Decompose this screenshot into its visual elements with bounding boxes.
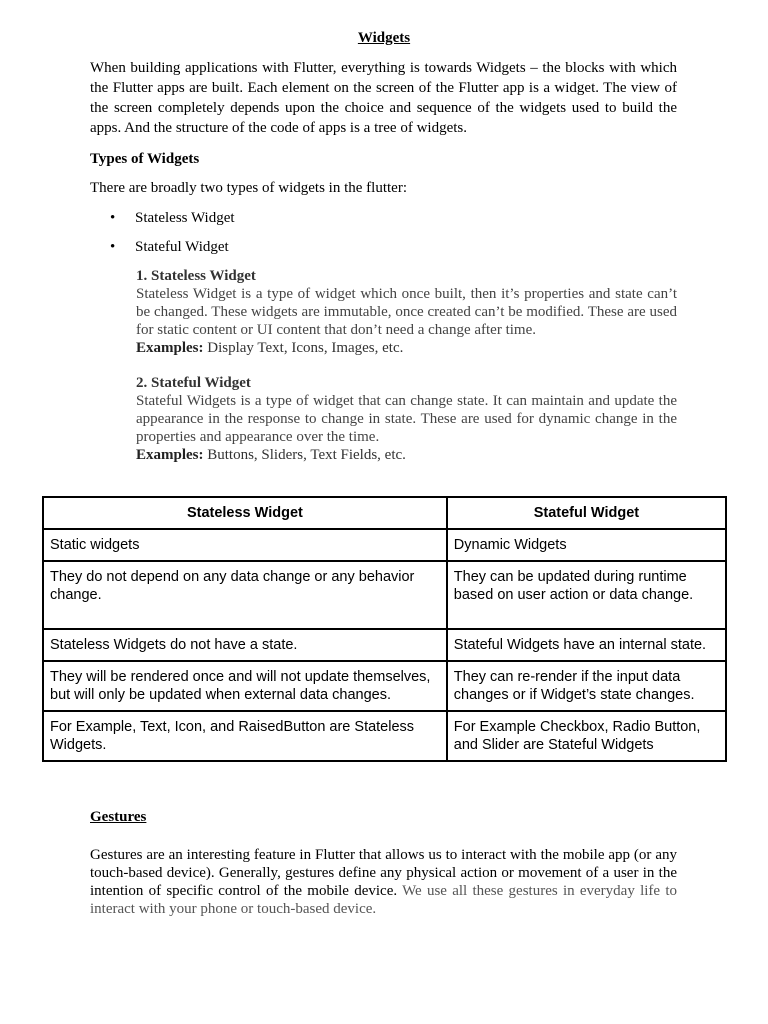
header-stateless: Stateless Widget [43, 497, 447, 529]
table-row [43, 561, 726, 629]
table-row [43, 529, 726, 561]
types-heading: Types of Widgets [90, 151, 200, 167]
bullet-item-stateless [110, 209, 235, 227]
table-row [43, 661, 726, 711]
table-cell: For Example Checkbox, Radio Button, and Slider are Stateful Widgets [447, 711, 726, 761]
table-cell: They do not depend on any data change or any behavior change. [43, 561, 447, 629]
bullet-item-stateful [110, 238, 229, 256]
stateful-title: 2. Stateful Widget [136, 375, 251, 391]
stateful-section [136, 375, 677, 464]
table-cell: For Example, Text, Icon, and RaisedButton are Stateless Widgets. [43, 711, 447, 761]
stateless-section [136, 268, 677, 357]
comparison-table [42, 496, 727, 762]
types-intro: There are broadly two types of widgets in the flutter: [90, 180, 407, 196]
stateless-description: Stateless Widget is a type of widget which once built, then it’s properties and state can’t be changed. These widgets are immutable, once created can’t be modified. These are used for static content or UI content that don’t need a change after time. [136, 286, 677, 338]
table-row [43, 629, 726, 661]
table-row [43, 711, 726, 761]
stateless-examples [136, 339, 677, 357]
examples-label: Examples: [136, 340, 204, 356]
bullet-label: Stateless Widget [135, 210, 235, 226]
page-title: Widgets [357, 30, 411, 46]
table-cell: Stateful Widgets have an internal state. [447, 629, 726, 661]
table-cell: They can be updated during runtime based on user action or data change. [447, 561, 726, 629]
stateful-examples [136, 446, 677, 464]
stateless-title: 1. Stateless Widget [136, 268, 256, 284]
gestures-title: Gestures [90, 809, 147, 825]
examples-text: Buttons, Sliders, Text Fields, etc. [203, 447, 406, 463]
examples-text: Display Text, Icons, Images, etc. [203, 340, 404, 356]
gestures-text-main: Gestures are an interesting feature in Flutter that allows us to interact with the mobile app (or any touch-based device). Generally, gestures define any physical action or movement of a user in the intention of specific control of the mobile device. [90, 847, 677, 899]
table-cell: Static widgets [43, 529, 447, 561]
bullet-label: Stateful Widget [135, 239, 229, 255]
table-cell: They can re-render if the input data changes or if Widget’s state changes. [447, 661, 726, 711]
examples-label: Examples: [136, 447, 204, 463]
bullet-icon: • [110, 210, 116, 226]
table-cell: They will be rendered once and will not update themselves, but will only be updated when external data changes. [43, 661, 447, 711]
table-cell: Dynamic Widgets [447, 529, 726, 561]
bullet-icon: • [110, 239, 116, 255]
intro-paragraph: When building applications with Flutter, everything is towards Widgets – the blocks with which the Flutter apps are built. Each element on the screen of the Flutter app is a widget. The view of the screen completely depends upon the choice and sequence of the widgets used to build the apps. And the structure of the code of apps is a tree of widgets. [90, 60, 677, 136]
gestures-text-grey: We use all these gestures in everyday life to interact with your phone or touch-based device. [90, 883, 677, 917]
table-header-row [43, 497, 726, 529]
gestures-paragraph [90, 846, 677, 918]
stateful-description: Stateful Widgets is a type of widget that can change state. It can maintain and update the appearance in the response to change in state. These are used for dynamic change in the properties and appearance over the time. [136, 393, 677, 445]
header-stateful: Stateful Widget [447, 497, 726, 529]
table-cell: Stateless Widgets do not have a state. [43, 629, 447, 661]
